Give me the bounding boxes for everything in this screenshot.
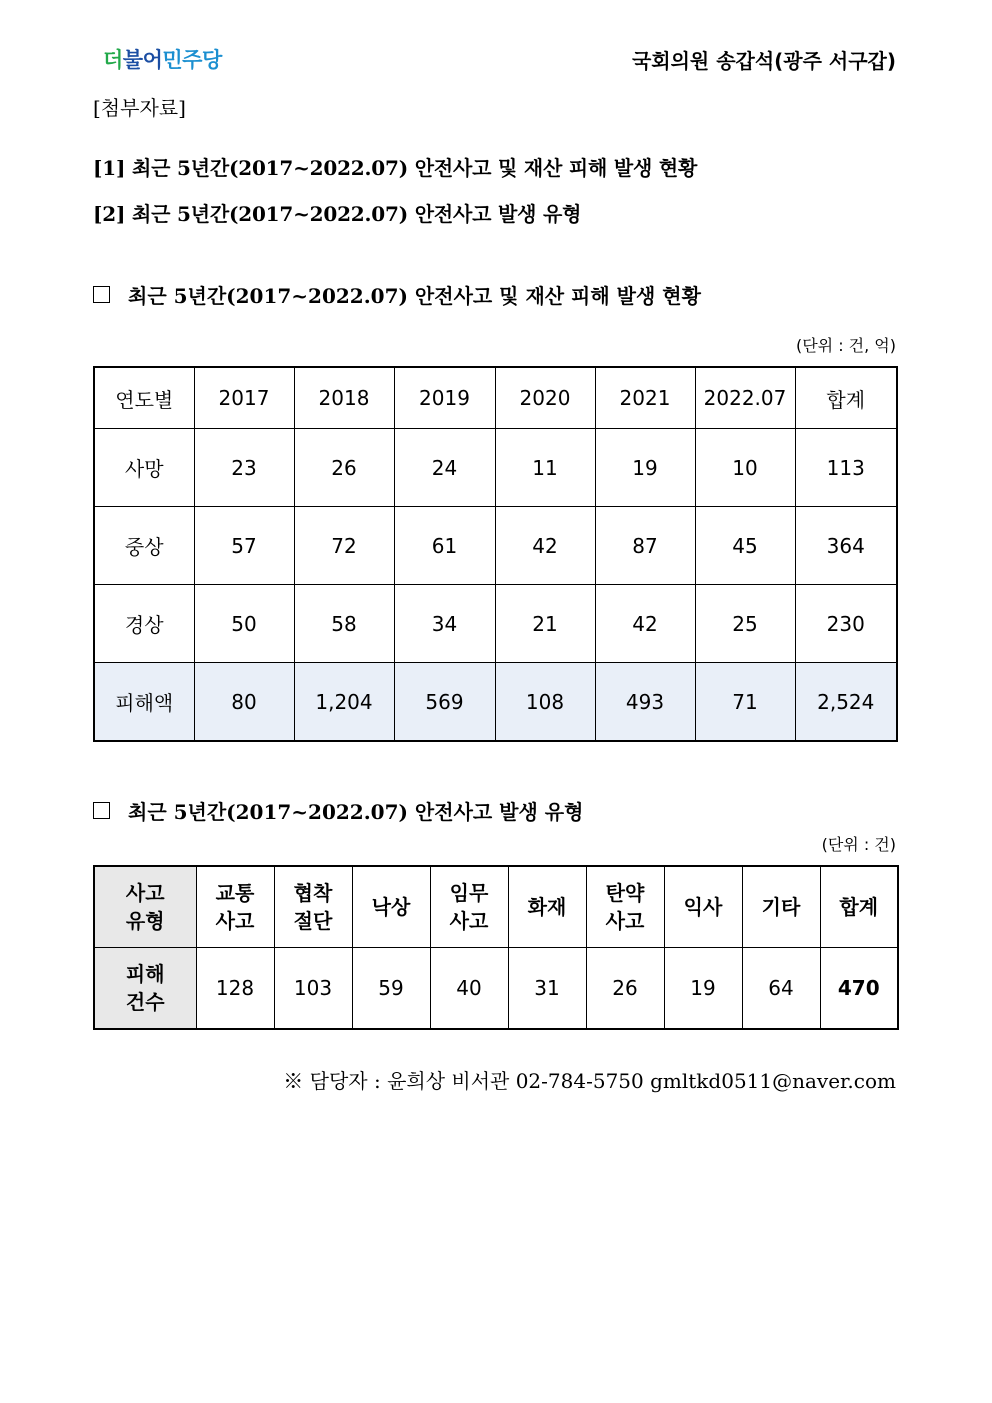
attachment-label: [첨부자료] (93, 96, 186, 120)
logo-part-2: 불어 (122, 48, 163, 72)
table-cell: 128 (196, 948, 274, 1030)
header-cell (664, 866, 742, 948)
table-cell: 1,204 (294, 663, 394, 742)
table-cell: 34 (394, 585, 495, 663)
contents-item-2: [2] 최근 5년간(2017~2022.07) 안전사고 발생 유형 (93, 202, 582, 226)
header-cell (508, 866, 586, 948)
contact-info: ※ 담당자 : 윤희상 비서관 02-784-5750 gmltkd0511@naver.com (283, 1069, 896, 1093)
header-cell: 2017 (194, 367, 294, 429)
table-row-deaths (94, 429, 897, 507)
header-cell (430, 866, 508, 948)
table-row-counts (94, 948, 898, 1030)
section2-title (93, 796, 583, 825)
header-line: 기타 (761, 895, 801, 919)
header-line: 교통 (215, 881, 255, 905)
header-cell: 2020 (495, 367, 595, 429)
table-cell: 42 (495, 507, 595, 585)
header-line: 협착 (293, 881, 333, 905)
row-label: 중상 (94, 507, 194, 585)
table-cell: 11 (495, 429, 595, 507)
table-cell: 59 (352, 948, 430, 1030)
row-label: 사망 (94, 429, 194, 507)
header-cell (196, 866, 274, 948)
header-cell (820, 866, 898, 948)
section1-unit: (단위 : 건, 억) (795, 336, 896, 355)
table-cell: 31 (508, 948, 586, 1030)
table-cell: 21 (495, 585, 595, 663)
header-cell: 2018 (294, 367, 394, 429)
table-cell: 45 (695, 507, 795, 585)
checkbox-icon (93, 286, 110, 303)
table-row-minor-injuries (94, 585, 897, 663)
table-cell: 80 (194, 663, 294, 742)
table-cell: 10 (695, 429, 795, 507)
table-cell: 26 (294, 429, 394, 507)
table-cell: 23 (194, 429, 294, 507)
accident-type-table (93, 865, 899, 1030)
header-line: 임무 (449, 881, 489, 905)
header-line: 사고 (215, 909, 255, 933)
table-cell: 24 (394, 429, 495, 507)
table-cell: 108 (495, 663, 595, 742)
header-cell (274, 866, 352, 948)
header-line: 화재 (527, 895, 567, 919)
table-cell: 19 (595, 429, 695, 507)
row-label (94, 948, 196, 1030)
total-cell: 470 (820, 948, 898, 1030)
section1-title-text: 최근 5년간(2017~2022.07) 안전사고 및 재산 피해 발생 현황 (128, 284, 701, 308)
header-line: 사고 (605, 909, 645, 933)
logo-part-1: 더 (103, 48, 123, 72)
table-cell: 40 (430, 948, 508, 1030)
header-line: 탄약 (605, 881, 645, 905)
table-header-row (94, 367, 897, 429)
table-cell: 57 (194, 507, 294, 585)
table-row-damage-amount (94, 663, 897, 742)
row-label: 피해액 (94, 663, 194, 742)
table-row-serious-injuries (94, 507, 897, 585)
header-cell (94, 866, 196, 948)
table-header-row (94, 866, 898, 948)
table-cell: 61 (394, 507, 495, 585)
office-name: 국회의원 송갑석(광주 서구갑) (631, 49, 896, 73)
header-cell: 2021 (595, 367, 695, 429)
row-label-line: 피해 (125, 962, 165, 986)
header-line: 절단 (293, 909, 333, 933)
table-cell: 25 (695, 585, 795, 663)
header-cell (352, 866, 430, 948)
table-cell: 71 (695, 663, 795, 742)
accident-damage-table (93, 366, 898, 742)
table-cell: 58 (294, 585, 394, 663)
table-cell: 19 (664, 948, 742, 1030)
table-cell: 87 (595, 507, 695, 585)
header-cell: 연도별 (94, 367, 194, 429)
header-line: 합계 (839, 895, 879, 919)
row-label: 경상 (94, 585, 194, 663)
table-cell: 26 (586, 948, 664, 1030)
header-line: 익사 (683, 895, 723, 919)
table-cell: 2,524 (795, 663, 897, 742)
table-cell: 113 (795, 429, 897, 507)
contents-item-1: [1] 최근 5년간(2017~2022.07) 안전사고 및 재산 피해 발생 현황 (93, 156, 698, 180)
logo-part-3: 민주당 (162, 48, 222, 72)
party-logo (103, 44, 222, 74)
table-cell: 50 (194, 585, 294, 663)
section2-unit: (단위 : 건) (821, 835, 896, 854)
table-cell: 103 (274, 948, 352, 1030)
table-cell: 42 (595, 585, 695, 663)
table-cell: 569 (394, 663, 495, 742)
header-cell (586, 866, 664, 948)
section1-title (93, 280, 701, 309)
header-line: 사고 (449, 909, 489, 933)
header-cell: 2022.07 (695, 367, 795, 429)
table-cell: 72 (294, 507, 394, 585)
row-label-line: 건수 (125, 990, 165, 1014)
table-cell: 64 (742, 948, 820, 1030)
checkbox-icon (93, 802, 110, 819)
header-line: 유형 (125, 909, 165, 933)
header-cell: 2019 (394, 367, 495, 429)
header-line: 사고 (125, 881, 165, 905)
header-cell (742, 866, 820, 948)
section2-title-text: 최근 5년간(2017~2022.07) 안전사고 발생 유형 (128, 800, 584, 824)
table-cell: 493 (595, 663, 695, 742)
table-cell: 230 (795, 585, 897, 663)
table-cell: 364 (795, 507, 897, 585)
header-line: 낙상 (371, 895, 411, 919)
header-cell: 합계 (795, 367, 897, 429)
